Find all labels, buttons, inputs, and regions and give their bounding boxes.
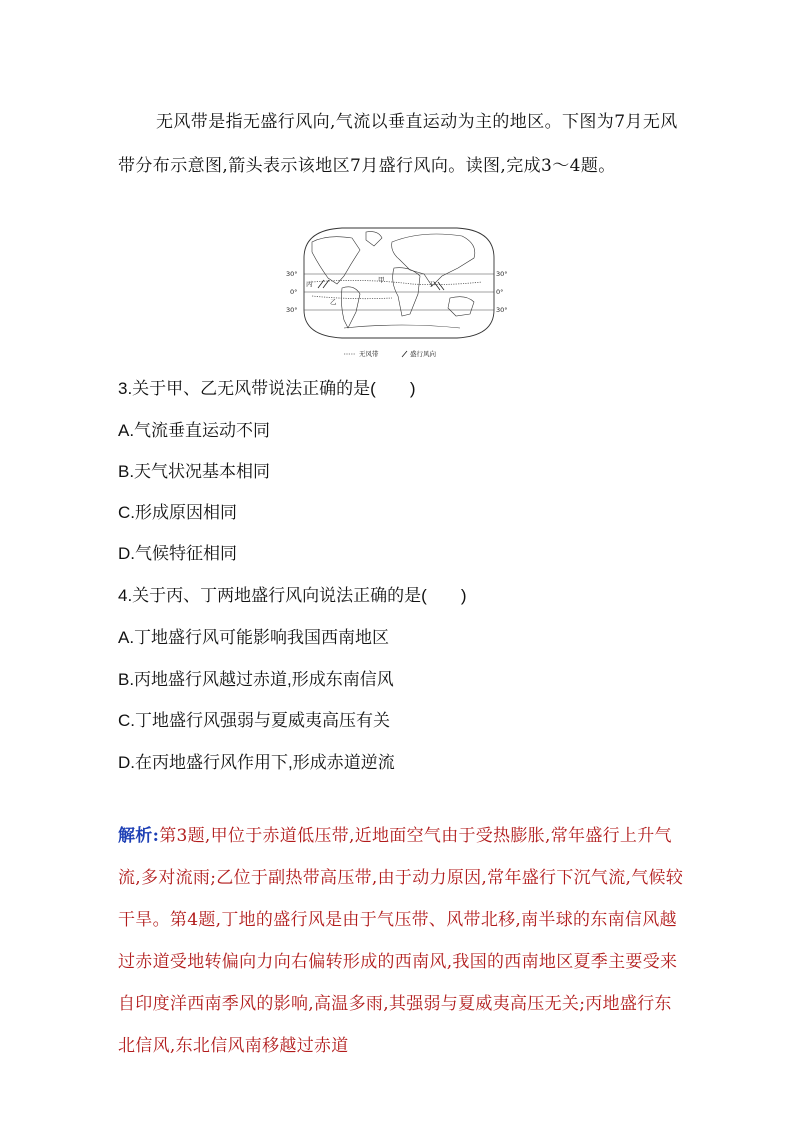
question3-option-a: A.气流垂直运动不同 (118, 421, 271, 440)
map-label-ding: 丁 (428, 280, 435, 288)
map-label-jia: 甲 (378, 276, 385, 284)
question3-stem: 3.关于甲、乙无风带说法正确的是( ) (118, 379, 416, 398)
question4-option-d: D.在丙地盛行风作用下,形成赤道逆流 (118, 753, 395, 772)
lat-label-right-0: 0° (496, 288, 504, 296)
lat-label-30n: 30° (286, 270, 298, 278)
map-label-yi: 乙 (330, 298, 337, 306)
answer-explanation (118, 815, 686, 1067)
question3-option-c: C.形成原因相同 (118, 503, 237, 522)
intro-paragraph (118, 100, 688, 188)
question3-option-d: D.气候特征相同 (118, 544, 237, 563)
answer-tag: 解析: (118, 826, 160, 846)
lat-label-right-30s: 30° (496, 306, 508, 314)
legend-wind-direction: 盛行风向 (410, 350, 436, 358)
question4-option-b: B.丙地盛行风越过赤道,形成东南信风 (118, 670, 394, 689)
question4-option-a: A.丁地盛行风可能影响我国西南地区 (118, 628, 390, 647)
answer-text: 第3题,甲位于赤道低压带,近地面空气由于受热膨胀,常年盛行上升气流,多对流雨;乙位于副热带高压带,由于动力原因,常年盛行下沉气流,气候较干旱。第4题,丁地的盛行风是由于气压带、风带北移,南半球的东南信风越过赤道受地转偏向力向右偏转形成的西南风,我国的西南地区夏季主要受来自印度洋西南季风的影响,高温多雨,其强弱与夏威夷高压无关;丙地盛行东北信风,东北信风南移越过赤道 (118, 826, 684, 1056)
intro-text: 无风带是指无盛行风向,气流以垂直运动为主的地区。下图为7月无风带分布示意图,箭头表示该地区7月盛行风向。读图,完成3～4题。 (118, 112, 678, 176)
question3-option-b: B.天气状况基本相同 (118, 462, 271, 481)
lat-label-0: 0° (290, 288, 298, 296)
figure-legend (344, 349, 437, 358)
map-label-bing: 丙 (306, 280, 313, 288)
lat-label-right-30n: 30° (496, 270, 508, 278)
question4-stem: 4.关于丙、丁两地盛行风向说法正确的是( ) (118, 586, 467, 605)
calm-belt-map-figure (282, 224, 516, 362)
lat-label-30s: 30° (286, 306, 298, 314)
legend-calm-belt: 无风带 (359, 350, 379, 358)
question4-option-c: C.丁地盛行风强弱与夏威夷高压有关 (118, 711, 390, 730)
